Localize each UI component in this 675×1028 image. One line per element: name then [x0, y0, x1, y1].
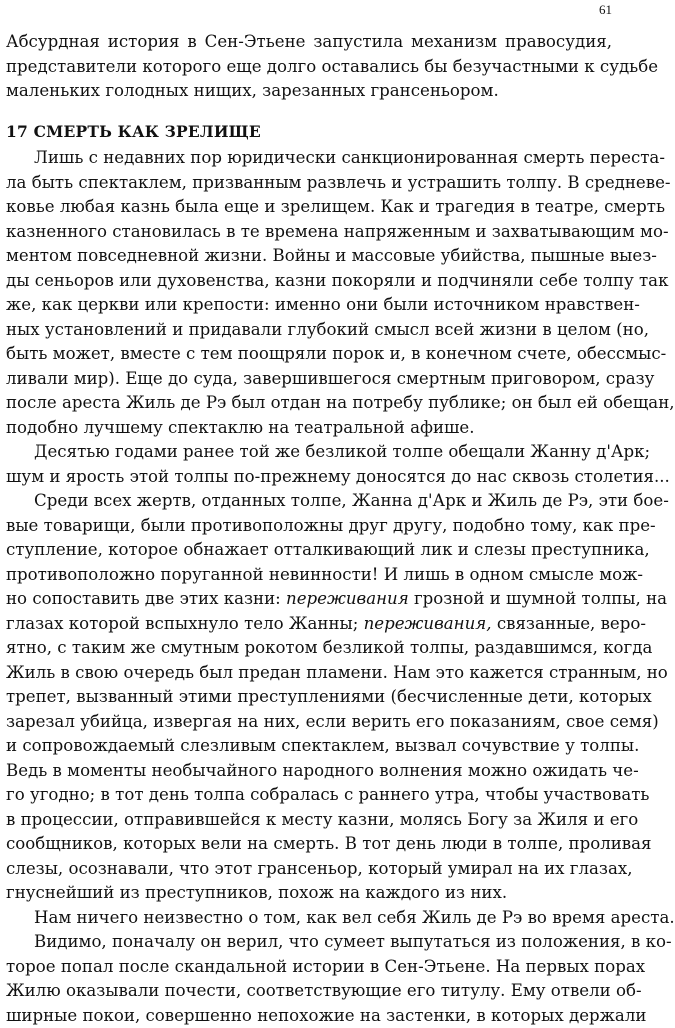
emphasis-text: переживания — [286, 589, 409, 608]
emphasis-text: переживания, — [364, 614, 492, 633]
text-line: торое попал после скандальной истории в Сен-Этьене. На первых порах — [6, 955, 612, 980]
text-line: представители которого еще долго оставались бы безучастными к судьбе — [6, 55, 612, 80]
text-line: Среди всех жертв, отданных толпе, Жанна д'Арк и Жиль де Рэ, эти боe- — [6, 489, 612, 514]
text-line: ды сеньоров или духовенства, казни покоряли и подчиняли себе толпу так — [6, 269, 612, 294]
text-line: ливали мир). Еще до суда, завершившегося смертным приговором, сразу — [6, 367, 612, 392]
text-line: Жиль в свою очередь был предан пламени. Нам это кажется странным, но — [6, 661, 612, 686]
text-line: в процессии, отправившейся к месту казни, молясь Богу за Жиля и его — [6, 808, 612, 833]
text-line: шум и ярость этой толпы по-прежнему доносятся до нас сквозь столетия... — [6, 465, 612, 490]
section-heading: 17 СМЕРТЬ КАК ЗРЕЛИЩЕ — [6, 122, 261, 141]
text-line: же, как церкви или крепости: именно они были источником нравствен- — [6, 293, 612, 318]
text-line: быть может, вместе с тем поощряли порок и, в конечном счете, обессмыс- — [6, 342, 612, 367]
text-line: подобно лучшему спектаклю на театральной афише. — [6, 416, 612, 441]
text-line: глазах которой вспыхнуло тело Жанны; переживания, связанные, веро- — [6, 612, 612, 637]
text-line: гнуснейший из преступников, похож на каждого из них. — [6, 881, 612, 906]
text-line: ментом повседневной жизни. Войны и массовые убийства, пышные выез- — [6, 244, 612, 269]
text-line: го угодно; в тот день толпа собралась с раннего утра, чтобы участвовать — [6, 783, 612, 808]
intro-paragraph — [6, 30, 612, 104]
text-line: ных установлений и придавали глубокий смысл всей жизни в целом (но, — [6, 318, 612, 343]
text-line: ступление, которое обнажает отталкивающий лик и слезы преступника, — [6, 538, 612, 563]
text-line: сообщников, которых вели на смерть. В тот день люди в толпе, проливая — [6, 832, 612, 857]
body-text — [6, 146, 612, 1028]
text-line: зарезал убийца, извергая на них, если верить его показаниям, свое семя) — [6, 710, 612, 735]
text-line: Десятью годами ранее той же безликой толпе обещали Жанну д'Арк; — [6, 440, 612, 465]
text-line: Видимо, поначалу он верил, что сумеет выпутаться из положения, в ко- — [6, 930, 612, 955]
text-line: и сопровождаемый слезливым спектаклем, вызвал сочувствие у толпы. — [6, 734, 612, 759]
text-line: после ареста Жиль де Рэ был отдан на потребу публике; он был ей обещан, — [6, 391, 612, 416]
text-line: ширные покои, совершенно непохожие на застенки, в которых держали — [6, 1004, 612, 1028]
text-line: Абсурдная история в Сен-Этьене запустила механизм правосудия, — [6, 30, 612, 55]
text-line: вые товарищи, были противоположны друг другу, подобно тому, как пре- — [6, 514, 612, 539]
text-line: Нам ничего неизвестно о том, как вел себя Жиль де Рэ во время ареста. — [6, 906, 612, 931]
text-line: ковье любая казнь была еще и зрелищем. Как и трагедия в театре, смерть — [6, 195, 612, 220]
text-line: трепет, вызванный этими преступлениями (бесчисленные дети, которых — [6, 685, 612, 710]
text-line: Жилю оказывали почести, соответствующие его титулу. Ему отвели об- — [6, 979, 612, 1004]
text-line: ятно, с таким же смутным рокотом безликой толпы, раздавшимся, когда — [6, 636, 612, 661]
text-line: казненного становилась в те времена напряженным и захватывающим мо- — [6, 220, 612, 245]
text-line: но сопоставить две этих казни: переживания грозной и шумной толпы, на — [6, 587, 612, 612]
text-line: противоположно поруганной невинности! И лишь в одном смысле мож- — [6, 563, 612, 588]
page-number: 61 — [599, 2, 612, 18]
text-line: Лишь с недавних пор юридически санкционированная смерть переста- — [6, 146, 612, 171]
text-line: ла быть спектаклем, призванным развлечь и устрашить толпу. В средневе- — [6, 171, 612, 196]
text-line: маленьких голодных нищих, зарезанных грансеньором. — [6, 79, 612, 104]
text-line: Ведь в моменты необычайного народного волнения можно ожидать че- — [6, 759, 612, 784]
text-line: слезы, осознавали, что этот грансеньор, который умирал на их глазах, — [6, 857, 612, 882]
